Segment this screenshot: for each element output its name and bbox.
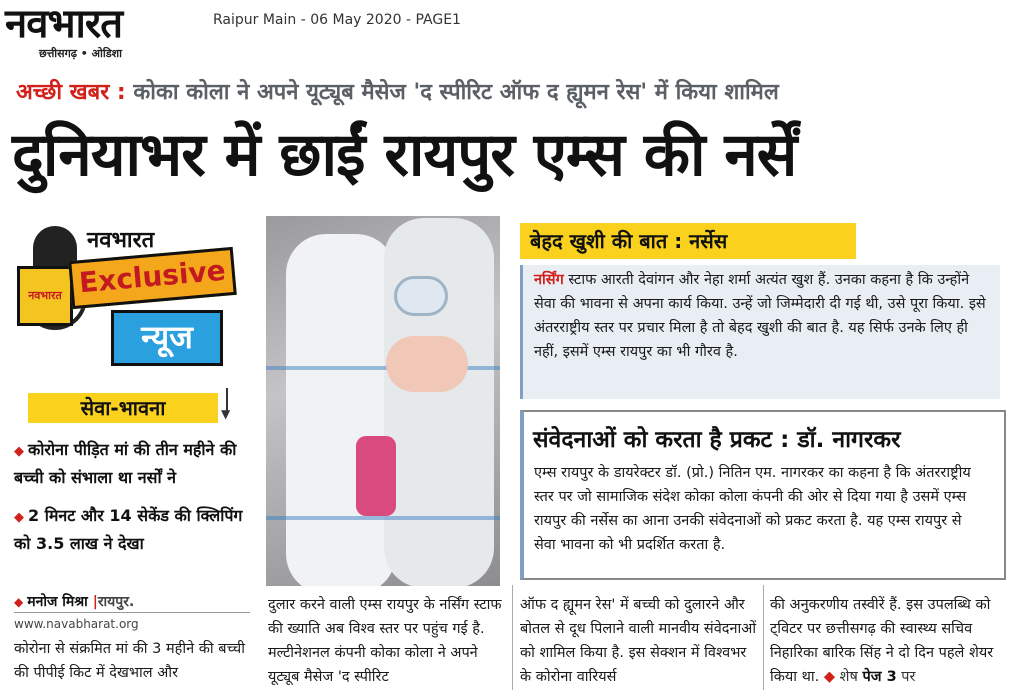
exclusive-square-badge: नवभारत [17, 266, 73, 326]
website-link[interactable]: www.navabharat.org [14, 617, 139, 631]
exclusive-news-badge: न्यूज [111, 310, 223, 366]
diamond-bullet-icon: ◆ [14, 510, 24, 525]
exclusive-news-logo [15, 218, 245, 388]
newspaper-logo [5, 0, 197, 64]
diamond-bullet-icon: ◆ [14, 595, 24, 609]
samvedana-box-text: एम्स रायपुर के डायरेक्टर डॉ. (प्रो.) नितिन एम. नागरकर का कहना है कि अंतरराष्ट्रीय स्तर पर जो सामाजिक संदेश कोका कोला कंपनी की ओर से दिया गया है उसमें एम्स रायपुर की नर्सेस का आना उनकी संवेदनाओं को प्रकट करता है. यह एम्स रायपुर से सेवा भावना को भी प्रदर्शित करता है. [534, 465, 971, 553]
divider [14, 612, 250, 613]
diamond-bullet-icon: ◆ [823, 669, 836, 685]
nurses-photo [266, 216, 500, 586]
face-shield [394, 276, 448, 316]
logo-editions: छत्तीसगढ़ • ओडिशा [39, 47, 122, 60]
diamond-bullet-icon: ◆ [14, 444, 24, 459]
khushi-box-header: बेहद खुशी की बात : नर्सेस [520, 223, 856, 259]
byline-name: मनोज मिश्रा [27, 594, 88, 610]
story-column-1: कोरोना से संक्रमित मां की 3 महीने की बच्ची की पीपीई किट में देखभाल और [14, 641, 246, 681]
exclusive-brand: नवभारत [87, 228, 155, 253]
ppe-suit-left [286, 234, 396, 586]
column-rule [512, 585, 513, 690]
highlights-list [14, 437, 250, 569]
column-rule [763, 585, 764, 690]
section-tag: सेवा-भावना [28, 393, 218, 423]
highlight-item: ◆ 2 मिनट और 14 सेकेंड की क्लिपिंग को 3.5 लाख ने देखा [14, 506, 243, 553]
baby [386, 336, 468, 392]
ppe-suit-right [384, 218, 494, 586]
story-column-3: ऑफ द ह्यूमन रेस' में बच्ची को दुलारने और बोतल से दूध पिलाने वाली मानवीय संवेदनाओं को शामिल किया है. इस सेक्शन में विश्वभर के कोरोना वारियर्स [520, 597, 757, 685]
continuation-note: ◆ शेष पेज 3 पर [823, 669, 916, 685]
byline: ◆ मनोज मिश्रा |रायपुर. [14, 594, 135, 610]
samvedana-box-header: संवेदनाओं को करता है प्रकट : डॉ. नागरकर [533, 427, 901, 453]
khushi-box-text: नर्सिंग स्टाफ आरती देवांगन और नेहा शर्मा अत्यंत खुश हैं. उनका कहना है कि उन्होंने सेवा की भावना से अपना कार्य किया. उन्हें जो जिम्मेदारी दी गई थी, उसे पूरा किया. इसे अंतरराष्ट्रीय स्तर पर प्रचार मिला है तो बेहद खुशी की बात है. यह सिर्फ उनके लिए ही नहीं, इसमें एम्स रायपुर का भी गौरव है. [534, 272, 986, 360]
kicker [16, 76, 779, 106]
byline-place: रायपुर. [97, 594, 135, 610]
highlight-item: ◆ कोरोना पीड़ित मां की तीन महीने की बच्ची को संभाला था नर्सों ने [14, 440, 237, 487]
ppe-tape [266, 516, 500, 520]
headline: दुनियाभर में छाईं रायपुर एम्स की नर्सें [12, 120, 797, 190]
page-info: Raipur Main - 06 May 2020 - PAGE1 [213, 12, 461, 28]
story-column-4: की अनुकरणीय तस्वीरें हैं. इस उपलब्धि को ट्विटर पर छत्तीसगढ़ की स्वास्थ्य सचिव निहारिका बारिक सिंह ने दो दिन पहले शेयर किया था. ◆ शेष पेज 3 पर [770, 597, 994, 685]
story-column-2: दुलार करने वाली एम्स रायपुर के नर्सिंग स्टाफ की ख्याति अब विश्व स्तर पर पहुंच गई है. मल्टीनेशनल कंपनी कोका कोला ने अपने यूट्यूब मैसेज 'द स्पीरिट [268, 597, 502, 685]
khushi-lead: नर्सिंग [534, 272, 564, 288]
logo-text: नवभारत [5, 0, 123, 47]
kicker-text: कोका कोला ने अपने यूट्यूब मैसेज 'द स्पीरिट ऑफ द ह्यूमन रेस' में किया शामिल [133, 80, 779, 105]
pink-blanket [356, 436, 396, 516]
arrow-down-icon: ▼ [221, 407, 231, 421]
kicker-label: अच्छी खबर : [16, 80, 126, 105]
exclusive-tag: Exclusive [68, 247, 237, 309]
